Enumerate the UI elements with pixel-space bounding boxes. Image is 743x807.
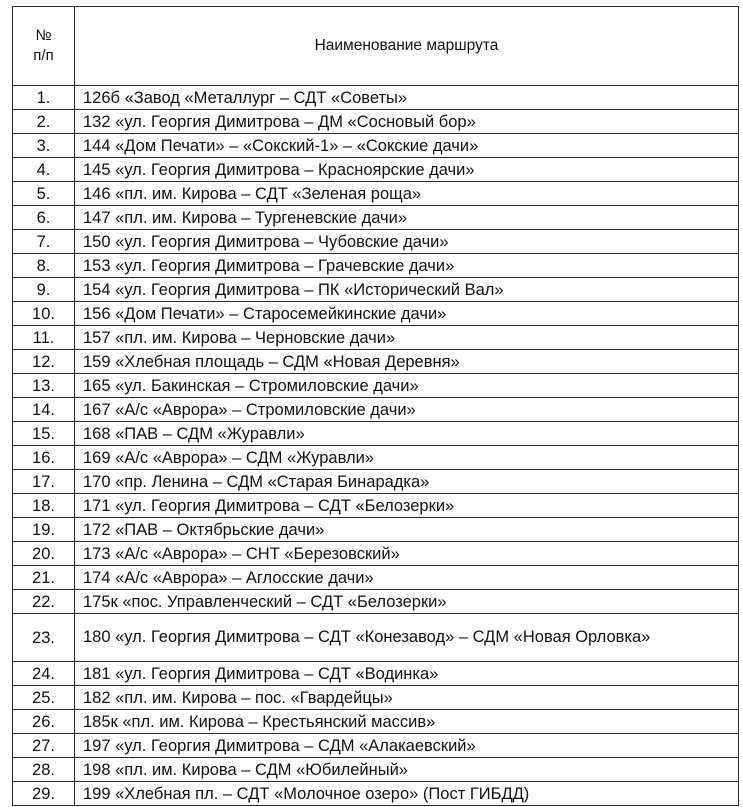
table-row bbox=[13, 494, 739, 518]
row-number: 21. bbox=[13, 566, 75, 590]
row-number: 9. bbox=[13, 278, 75, 302]
header-route-name: Наименование маршрута bbox=[75, 7, 739, 86]
route-name: 169 «А/с «Аврора» – СДМ «Журавли» bbox=[75, 446, 739, 470]
row-number: 1. bbox=[13, 86, 75, 110]
row-number: 3. bbox=[13, 134, 75, 158]
row-number: 2. bbox=[13, 110, 75, 134]
route-name: 157 «пл. им. Кирова – Черновские дачи» bbox=[75, 326, 739, 350]
table-row bbox=[13, 686, 739, 710]
route-name: 168 «ПАВ – СДМ «Журавли» bbox=[75, 422, 739, 446]
row-number: 11. bbox=[13, 326, 75, 350]
route-name: 198 «пл. им. Кирова – СДМ «Юбилейный» bbox=[75, 758, 739, 782]
row-number: 20. bbox=[13, 542, 75, 566]
table-row bbox=[13, 734, 739, 758]
table-row bbox=[13, 758, 739, 782]
route-name: 159 «Хлебная площадь – СДМ «Новая Деревня» bbox=[75, 350, 739, 374]
table-row bbox=[13, 278, 739, 302]
table-row bbox=[13, 446, 739, 470]
row-number: 7. bbox=[13, 230, 75, 254]
table-row bbox=[13, 302, 739, 326]
table-header-row bbox=[13, 7, 739, 86]
route-name: 197 «ул. Георгия Димитрова – СДМ «Алакаевский» bbox=[75, 734, 739, 758]
table-row bbox=[13, 86, 739, 110]
route-name: 170 «пр. Ленина – СДМ «Старая Бинарадка» bbox=[75, 470, 739, 494]
route-name: 174 «А/с «Аврора» – Аглосские дачи» bbox=[75, 566, 739, 590]
route-name: 165 «ул. Бакинская – Стромиловские дачи» bbox=[75, 374, 739, 398]
route-name: 156 «Дом Печати» – Старосемейкинские дачи» bbox=[75, 302, 739, 326]
table-row bbox=[13, 782, 739, 806]
table-row bbox=[13, 614, 739, 662]
table-row bbox=[13, 182, 739, 206]
route-name: 182 «пл. им. Кирова – пос. «Гвардейцы» bbox=[75, 686, 739, 710]
row-number: 27. bbox=[13, 734, 75, 758]
table-row bbox=[13, 374, 739, 398]
table-row bbox=[13, 110, 739, 134]
table-row bbox=[13, 398, 739, 422]
route-name: 175к «пос. Управленческий – СДТ «Белозерки» bbox=[75, 590, 739, 614]
route-name: 171 «ул. Георгия Димитрова – СДТ «Белозерки» bbox=[75, 494, 739, 518]
row-number: 15. bbox=[13, 422, 75, 446]
route-name: 172 «ПАВ – Октябрьские дачи» bbox=[75, 518, 739, 542]
table-row bbox=[13, 566, 739, 590]
table-row bbox=[13, 206, 739, 230]
row-number: 14. bbox=[13, 398, 75, 422]
row-number: 4. bbox=[13, 158, 75, 182]
table-row bbox=[13, 422, 739, 446]
table-row bbox=[13, 230, 739, 254]
row-number: 6. bbox=[13, 206, 75, 230]
row-number: 26. bbox=[13, 710, 75, 734]
row-number: 12. bbox=[13, 350, 75, 374]
row-number: 13. bbox=[13, 374, 75, 398]
table-row bbox=[13, 590, 739, 614]
route-name: 147 «пл. им. Кирова – Тургеневские дачи» bbox=[75, 206, 739, 230]
row-number: 28. bbox=[13, 758, 75, 782]
header-number-abbr: п/п bbox=[33, 47, 54, 64]
header-number-symbol: № bbox=[35, 27, 52, 44]
route-name: 181 «ул. Георгия Димитрова – СДТ «Водинка» bbox=[75, 662, 739, 686]
route-name: 126б «Завод «Металлург – СДТ «Советы» bbox=[75, 86, 739, 110]
row-number: 10. bbox=[13, 302, 75, 326]
route-name: 144 «Дом Печати» – «Сокский-1» – «Сокские дачи» bbox=[75, 134, 739, 158]
table-row bbox=[13, 518, 739, 542]
route-name: 153 «ул. Георгия Димитрова – Грачевские дачи» bbox=[75, 254, 739, 278]
row-number: 18. bbox=[13, 494, 75, 518]
route-name: 185к «пл. им. Кирова – Крестьянский массив» bbox=[75, 710, 739, 734]
row-number: 29. bbox=[13, 782, 75, 806]
table-row bbox=[13, 254, 739, 278]
row-number: 16. bbox=[13, 446, 75, 470]
route-name: 132 «ул. Георгия Димитрова – ДМ «Сосновый бор» bbox=[75, 110, 739, 134]
table-row bbox=[13, 470, 739, 494]
route-name: 145 «ул. Георгия Димитрова – Красноярские дачи» bbox=[75, 158, 739, 182]
route-name: 150 «ул. Георгия Димитрова – Чубовские дачи» bbox=[75, 230, 739, 254]
route-name: 154 «ул. Георгия Димитрова – ПК «Исторический Вал» bbox=[75, 278, 739, 302]
route-name: 173 «А/с «Аврора» – СНТ «Березовский» bbox=[75, 542, 739, 566]
table-row bbox=[13, 350, 739, 374]
route-name: 199 «Хлебная пл. – СДТ «Молочное озеро» (Пост ГИБДД) bbox=[75, 782, 739, 806]
route-name: 146 «пл. им. Кирова – СДТ «Зеленая роща» bbox=[75, 182, 739, 206]
table-row bbox=[13, 542, 739, 566]
table-row bbox=[13, 326, 739, 350]
row-number: 25. bbox=[13, 686, 75, 710]
table-row bbox=[13, 662, 739, 686]
row-number: 24. bbox=[13, 662, 75, 686]
table-row bbox=[13, 158, 739, 182]
header-number bbox=[13, 7, 75, 86]
table-row bbox=[13, 710, 739, 734]
row-number: 8. bbox=[13, 254, 75, 278]
row-number: 5. bbox=[13, 182, 75, 206]
route-name: 167 «А/с «Аврора» – Стромиловские дачи» bbox=[75, 398, 739, 422]
row-number: 19. bbox=[13, 518, 75, 542]
table-row bbox=[13, 134, 739, 158]
row-number: 22. bbox=[13, 590, 75, 614]
row-number: 17. bbox=[13, 470, 75, 494]
routes-table bbox=[12, 6, 739, 806]
route-name: 180 «ул. Георгия Димитрова – СДТ «Конезавод» – СДМ «Новая Орловка» bbox=[75, 614, 739, 662]
row-number: 23. bbox=[13, 614, 75, 662]
